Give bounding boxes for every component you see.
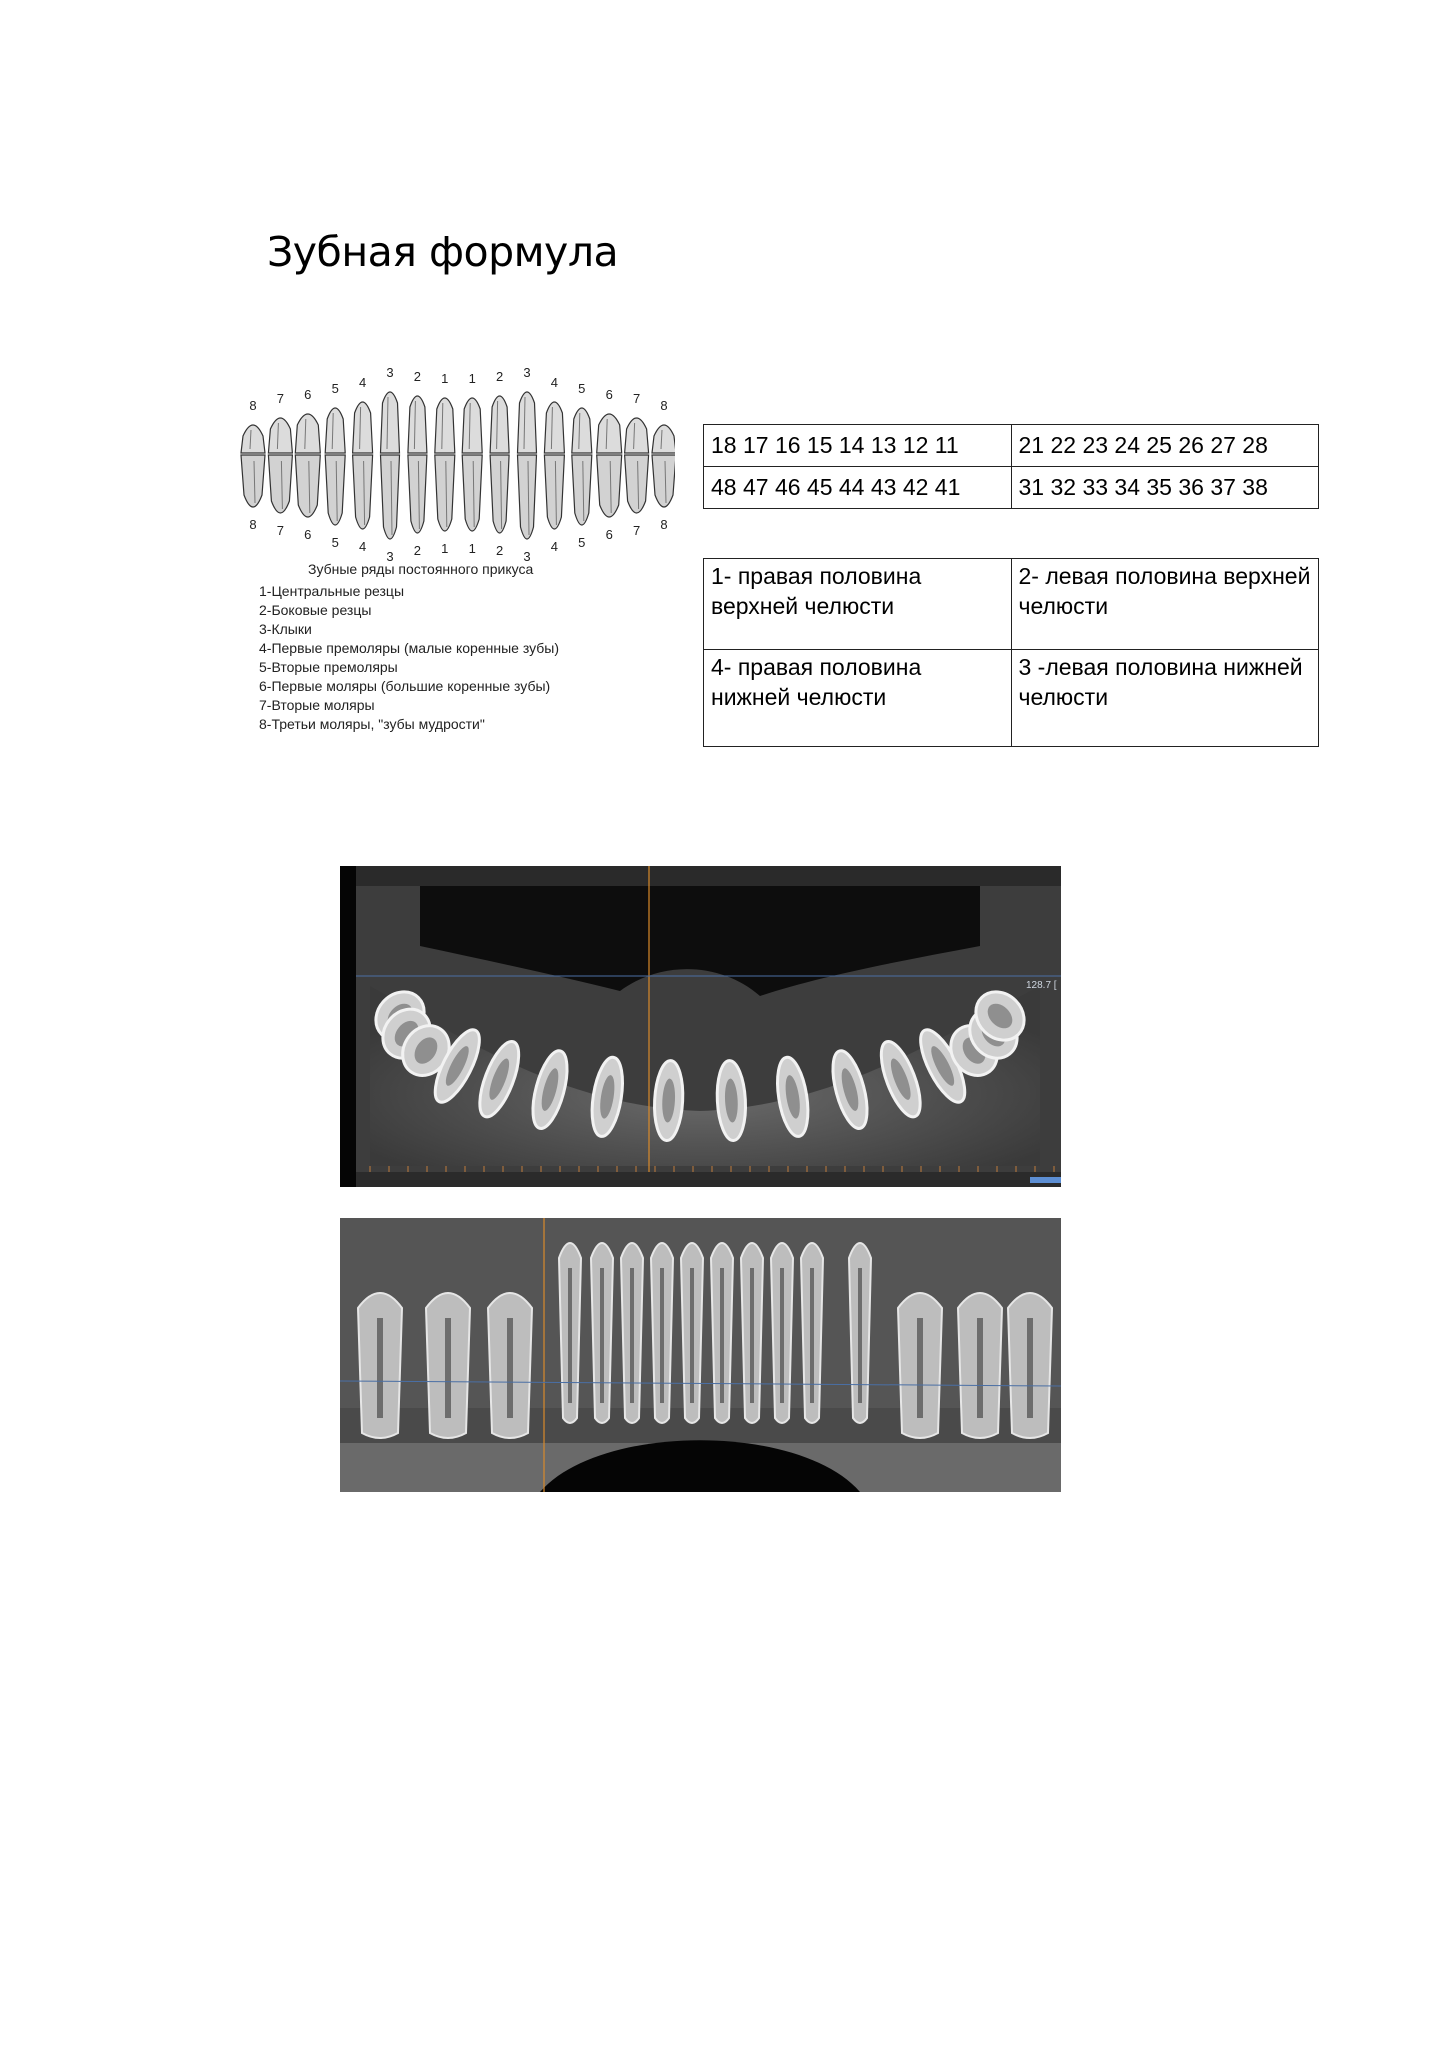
upper-tooth-number: 1 [441,371,449,386]
upper-tooth-number: 6 [605,387,613,402]
upper-tooth-number: 5 [331,381,339,396]
upper-tooth [381,392,400,453]
legend-item: 2-Боковые резцы [259,602,372,618]
diagram-caption: Зубные ряды постоянного прикуса [308,561,534,577]
lower-tooth [597,455,622,517]
lower-tooth-number: 3 [386,549,394,564]
upper-tooth-number: 8 [249,398,257,413]
upper-tooth [518,392,537,453]
upper-tooth-number: 8 [660,398,668,413]
measurement-readout: 128.7 [ [1026,980,1057,991]
upper-tooth-numbers [249,365,667,413]
lower-tooth [408,455,427,533]
lower-tooth [490,455,509,533]
upper-tooth-number: 7 [632,391,641,406]
lower-tooth-number: 4 [550,539,559,554]
lower-tooth-number: 1 [441,541,449,556]
upper-tooth [597,414,622,453]
upper-tooth [625,418,649,453]
upper-tooth [435,398,455,453]
quadrant-4-cell: 4- правая половина нижней челюсти [704,650,1012,747]
upper-tooth [652,425,675,453]
legend-item: 7-Вторые моляры [259,697,375,713]
lower-tooth-number: 2 [495,543,504,558]
table-row [704,650,1319,747]
upper-tooth-number: 4 [550,375,559,390]
lower-tooth-number: 6 [605,527,613,542]
upper-tooth [572,408,592,453]
lower-tooth-number: 7 [632,523,641,538]
lower-tooth [625,455,649,513]
jaw-halves-table [703,558,1319,747]
lower-tooth [462,455,482,531]
upper-tooth-number: 5 [578,381,586,396]
lower-tooth-number: 4 [358,539,367,554]
lower-tooth [435,455,455,531]
legend-item: 4-Первые премоляры (малые коренные зубы) [259,640,559,656]
lower-tooth-number: 1 [468,541,476,556]
legend-item: 6-Первые моляры (большие коренные зубы) [259,678,551,694]
upper-left-cell: 21 22 23 24 25 26 27 28 [1011,425,1319,467]
lower-tooth [544,455,564,529]
upper-tooth-number: 3 [523,365,531,380]
lower-tooth [295,455,320,517]
upper-tooth [241,425,265,453]
lower-left-cell: 31 32 33 34 35 36 37 38 [1011,467,1319,509]
lower-tooth-number: 2 [413,543,422,558]
lower-tooth [518,455,537,539]
lower-tooth [325,455,345,525]
upper-jaw-ct-scan [340,866,1061,1187]
lower-tooth-number: 8 [249,517,257,532]
table-row [704,467,1319,509]
lower-tooth-number: 8 [660,517,668,532]
legend-item: 1-Центральные резцы [259,583,405,599]
upper-tooth-number: 1 [468,371,476,386]
upper-tooth-number: 2 [413,369,422,384]
upper-tooth [353,402,373,453]
tooth-formula-table [703,424,1319,509]
lower-tooth [652,455,675,507]
lower-tooth-number: 7 [276,523,285,538]
quadrant-3-cell: 3 -левая половина нижней челюсти [1011,650,1319,747]
legend-item: 5-Вторые премоляры [259,659,398,675]
lower-tooth-number: 5 [578,535,586,550]
upper-tooth-number: 7 [276,391,285,406]
page-title: Зубная формула [267,228,619,276]
lower-jaw-ct-scan [340,1218,1061,1492]
upper-tooth [408,396,427,453]
lower-tooth [572,455,592,525]
quadrant-2-cell: 2- левая половина верхней челюсти [1011,559,1319,650]
upper-right-cell: 18 17 16 15 14 13 12 11 [704,425,1012,467]
lower-tooth-numbers [249,517,667,564]
lower-tooth [241,455,265,507]
tooth-legend [259,582,559,734]
upper-tooth-number: 2 [495,369,504,384]
lower-tooth [268,455,292,513]
lower-jaw-ct-image [340,1218,1061,1492]
lower-tooth [381,455,400,539]
legend-item: 3-Клыки [259,621,312,637]
lower-tooth-number: 3 [523,549,531,564]
upper-jaw-ct-image [340,866,1061,1187]
legend-item: 8-Третьи моляры, "зубы мудрости" [259,716,485,732]
lower-right-cell: 48 47 46 45 44 43 42 41 [704,467,1012,509]
upper-tooth [268,418,292,453]
lower-tooth-number: 5 [331,535,339,550]
upper-tooth-number: 3 [386,365,394,380]
upper-tooth-number: 6 [304,387,312,402]
table-row [704,559,1319,650]
upper-tooth-number: 4 [358,375,367,390]
upper-tooth [490,396,509,453]
table-row [704,425,1319,467]
upper-tooth [462,398,482,453]
upper-tooth [544,402,564,453]
lower-tooth-number: 6 [304,527,312,542]
upper-tooth [325,408,345,453]
upper-tooth [295,414,320,453]
quadrant-1-cell: 1- правая половина верхней челюсти [704,559,1012,650]
lower-tooth [353,455,373,529]
